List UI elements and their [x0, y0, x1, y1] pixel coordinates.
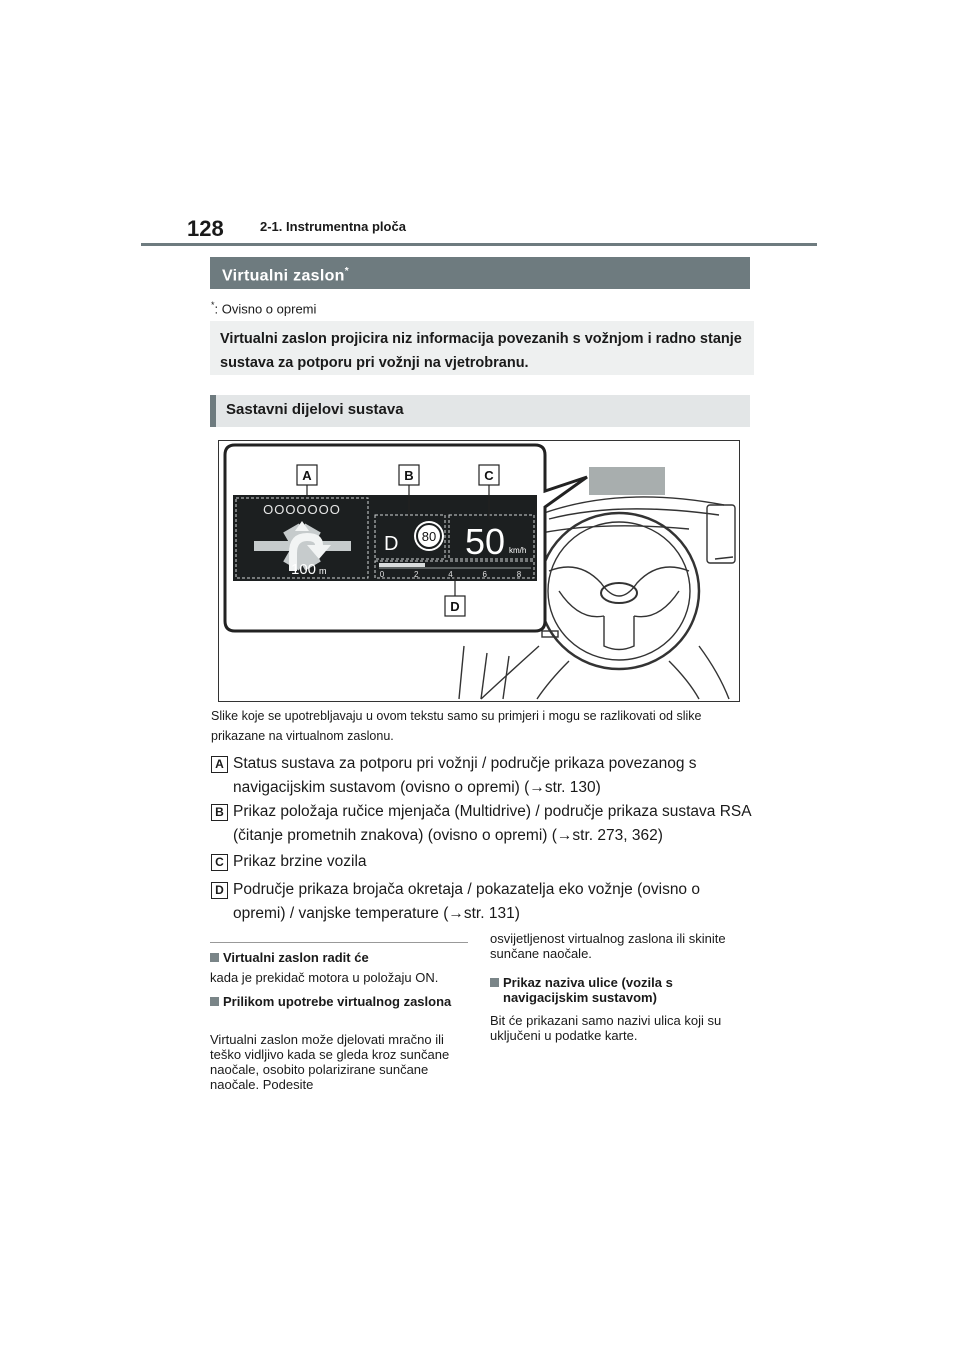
subsection-heading: Sastavni dijelovi sustava [210, 395, 750, 427]
hud-gear: D [384, 533, 399, 555]
tach-tick-label: 6 [482, 570, 487, 579]
hud-speed-limit: 80 [421, 529, 437, 544]
chapter-title: 2-1. Instrumentna ploča [260, 219, 406, 234]
figure-caption: Slike koje se upotrebljavaju u ovom tekstu samo su primjeri i mogu se razlikovati od slike prikazane na virtualnom zaslonu. [211, 709, 702, 743]
note-2-body: Virtualni zaslon može djelovati mračno ili teško vidljivo kada se gleda kroz sunčane naočale, osobito polarizirane sunčane naočale. Podesite [210, 1032, 450, 1092]
legend-label-d: D [211, 882, 228, 899]
hud-distance: 100 [291, 561, 317, 578]
section-star: * [344, 266, 349, 277]
dashboard-figure [218, 440, 740, 702]
tachometer-bar [379, 563, 425, 567]
page-number: 128 [187, 216, 224, 241]
tach-tick-label: 4 [448, 570, 453, 579]
hud-speed: 50 [465, 521, 506, 562]
callout-d [445, 596, 465, 616]
intro-box: Virtualni zaslon projicira niz informacija povezanih s vožnjom i radno stanje sustava za potporu pri vožnji na vjetrobranu. [210, 321, 754, 375]
dashboard-illustration [219, 441, 739, 701]
callout-c-label: C [484, 468, 494, 483]
legend-label-b: B [211, 804, 228, 821]
note-2-body-continued: osvijetljenost virtualnog zaslona ili skinite sunčane naočale. [490, 931, 726, 961]
tach-tick-label: 2 [414, 570, 419, 579]
availability-mark: * [211, 300, 215, 310]
legend-item-b [211, 800, 756, 848]
hud-distance-unit: m [319, 566, 327, 576]
note-1-title: Virtualni zaslon radit će [210, 950, 472, 965]
callout-b [399, 465, 419, 485]
hud-circles: OOOOOOO [263, 502, 341, 517]
availability-note [211, 300, 316, 316]
note-3-title: Prikaz naziva ulice (vozila s navigacijskim sustavom) [490, 975, 720, 1005]
note-3-body: Bit će prikazani samo nazivi ulica koji su uključeni u podatke karte. [490, 1013, 722, 1043]
bullet-square-icon [210, 997, 219, 1006]
hud-speed-unit: km/h [509, 546, 527, 555]
tach-tick-label: 8 [516, 570, 522, 579]
section-heading [210, 257, 750, 289]
header-rule [141, 243, 817, 246]
callout-a [297, 465, 317, 485]
note-1-body: kada je prekidač motora u položaju ON. [210, 970, 439, 985]
section-title: Virtualni zaslon [222, 267, 345, 285]
notes-rule [210, 942, 468, 943]
legend-text-d: Područje prikaza brojača okretaja / pokazatelja eko vožnje (ovisno o opremi) / vanjske temperature (→str. 131) [233, 881, 700, 922]
legend-text-b: Prikaz položaja ručice mjenjača (Multidrive) / područje prikaza sustava RSA (čitanje prometnih znakova) (ovisno o opremi) (→str. 273, 362) [233, 803, 751, 844]
callout-b-label: B [404, 468, 414, 483]
legend-item-d [211, 878, 756, 926]
legend-item-c [211, 850, 756, 874]
legend-text-c: Prikaz brzine vozila [233, 853, 367, 870]
availability-text: : Ovisno o opremi [214, 301, 317, 317]
callout-c [479, 465, 499, 485]
callout-d-label: D [450, 599, 460, 614]
legend-item-a [211, 752, 756, 800]
note-2-title: Prilikom upotrebe virtualnog zaslona [210, 994, 472, 1009]
bullet-square-icon [210, 953, 219, 962]
callout-a-label: A [302, 468, 312, 483]
tach-tick-label: 0 [379, 570, 385, 579]
hud-projection-area [589, 467, 665, 495]
legend-text-a: Status sustava za potporu pri vožnji / područje prikaza povezanog s navigacijskim sustavom (ovisno o opremi) (→str. 130) [233, 755, 697, 796]
legend-label-c: C [211, 854, 228, 871]
bullet-square-icon [490, 978, 499, 987]
legend-label-a: A [211, 756, 228, 773]
